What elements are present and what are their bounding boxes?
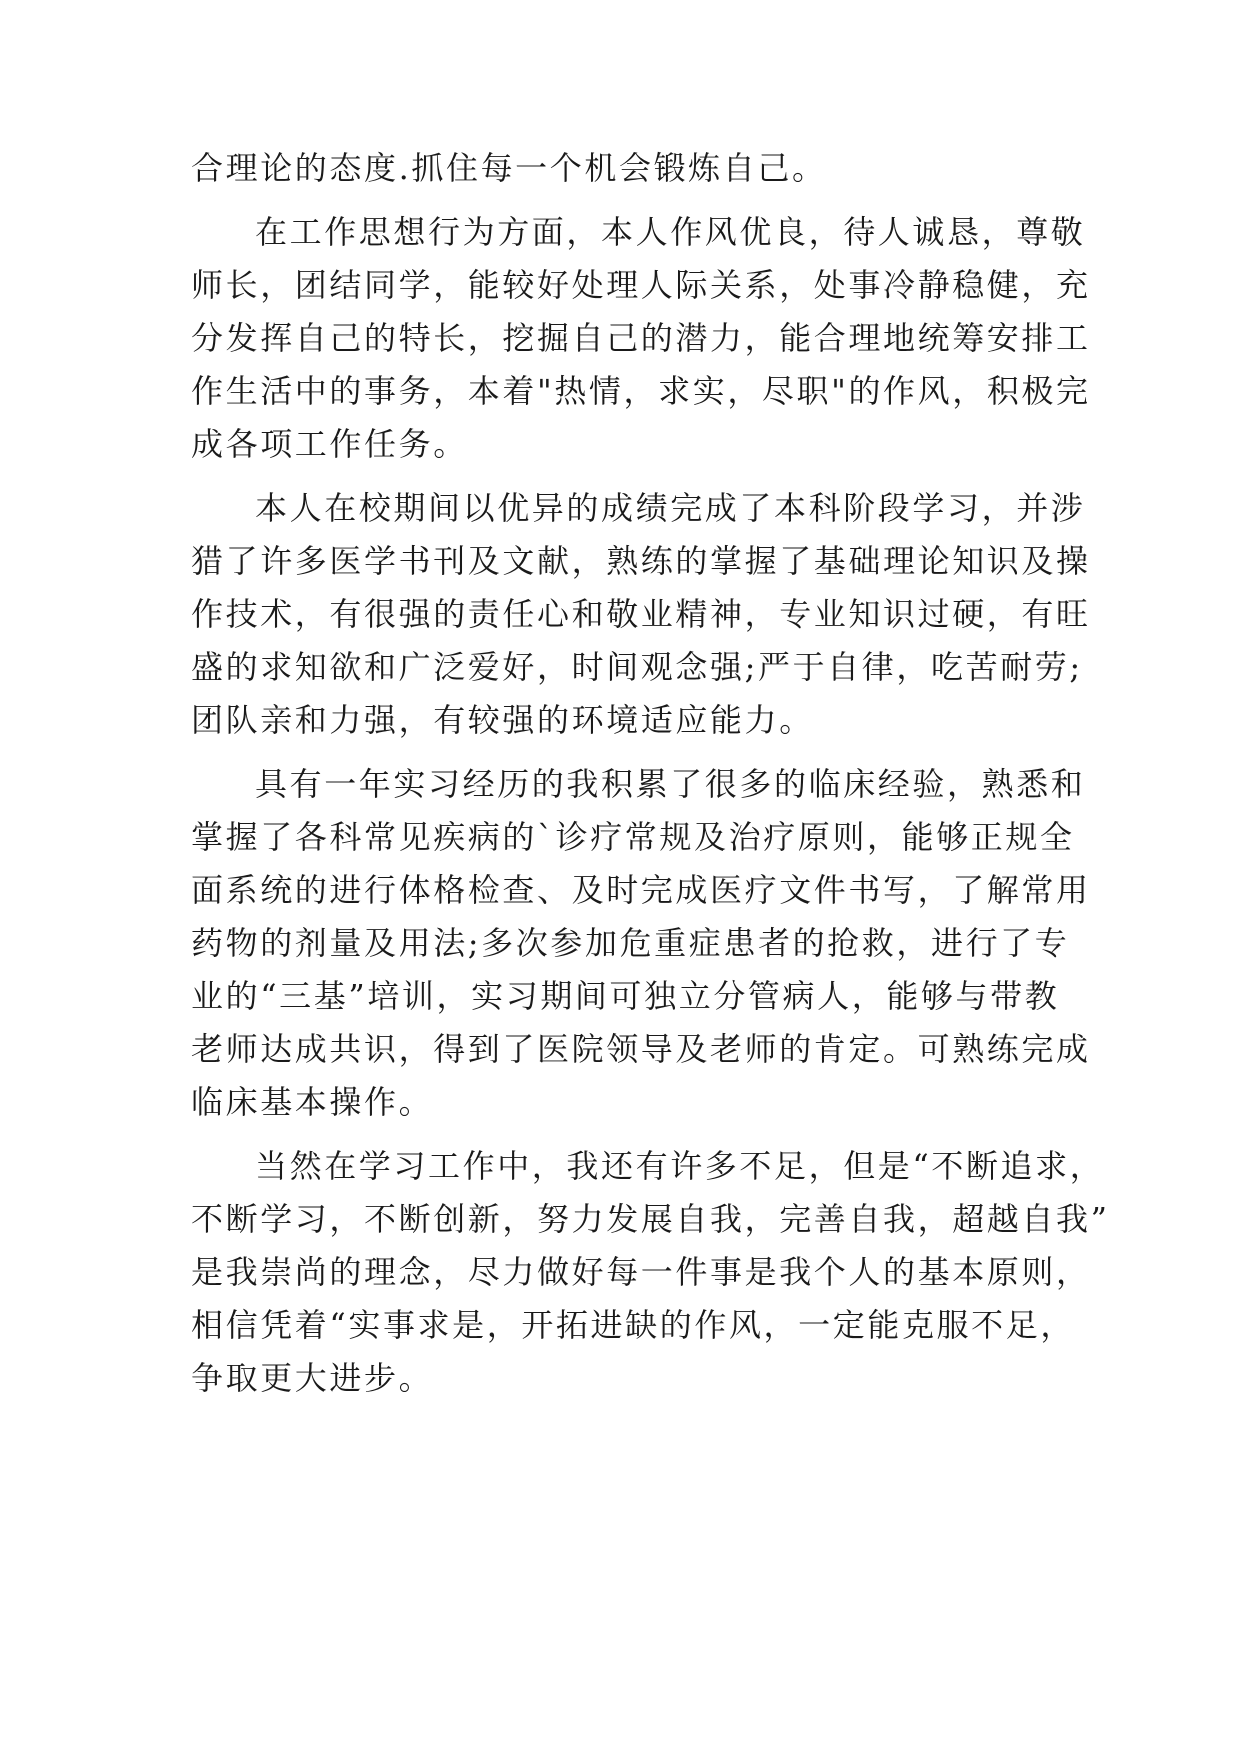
paragraph-line: 掌握了各科常见疾病的`诊疗常规及治疗原则，能够正规全 — [191, 818, 1075, 856]
paragraph-line: 争取更大进步。 — [191, 1359, 434, 1397]
paragraph-line: 业的“三基”培训，实习期间可独立分管病人，能够与带教 — [191, 977, 1060, 1015]
paragraph-line: 团队亲和力强，有较强的环境适应能力。 — [191, 701, 814, 739]
paragraph-line: 成各项工作任务。 — [191, 425, 468, 463]
paragraph-line: 老师达成共识，得到了医院领导及老师的肯定。可熟练完成 — [191, 1030, 1091, 1068]
paragraph-line: 相信凭着“实事求是，开拓进缺的作风，一定能克服不足， — [191, 1306, 1075, 1344]
paragraph-line: 当然在学习工作中，我还有许多不足，但是“不断追求， — [255, 1147, 1105, 1185]
paragraph-line: 作技术，有很强的责任心和敬业精神，专业知识过硬，有旺 — [191, 595, 1091, 633]
paragraph-line: 盛的求知欲和广泛爱好，时间观念强;严于自律，吃苦耐劳; — [191, 648, 1083, 686]
paragraph-line: 具有一年实习经历的我积累了很多的临床经验，熟悉和 — [255, 765, 1086, 803]
paragraph-line: 作生活中的事务，本着"热情，求实，尽职"的作风，积极完 — [191, 372, 1091, 410]
paragraph-line: 本人在校期间以优异的成绩完成了本科阶段学习，并涉 — [255, 489, 1086, 527]
paragraph-line: 是我崇尚的理念，尽力做好每一件事是我个人的基本原则， — [191, 1253, 1091, 1291]
paragraph-line: 师长，团结同学，能较好处理人际关系，处事冷静稳健，充 — [191, 266, 1091, 304]
paragraph-line: 临床基本操作。 — [191, 1083, 434, 1121]
paragraph-line: 药物的剂量及用法;多次参加危重症患者的抢救，进行了专 — [191, 924, 1070, 962]
paragraph-line: 分发挥自己的特长，挖掘自己的潜力，能合理地统筹安排工 — [191, 319, 1091, 357]
paragraph-line: 面系统的进行体格检查、及时完成医疗文件书写，了解常用 — [191, 871, 1091, 909]
paragraph-line: 猎了许多医学书刊及文献，熟练的掌握了基础理论知识及操 — [191, 542, 1091, 580]
paragraph-line: 不断学习，不断创新，努力发展自我，完善自我，超越自我” — [191, 1200, 1110, 1238]
paragraph-line: 合理论的态度.抓住每一个机会锻炼自己。 — [191, 149, 827, 187]
paragraph-line: 在工作思想行为方面，本人作风优良，待人诚恳，尊敬 — [255, 213, 1086, 251]
